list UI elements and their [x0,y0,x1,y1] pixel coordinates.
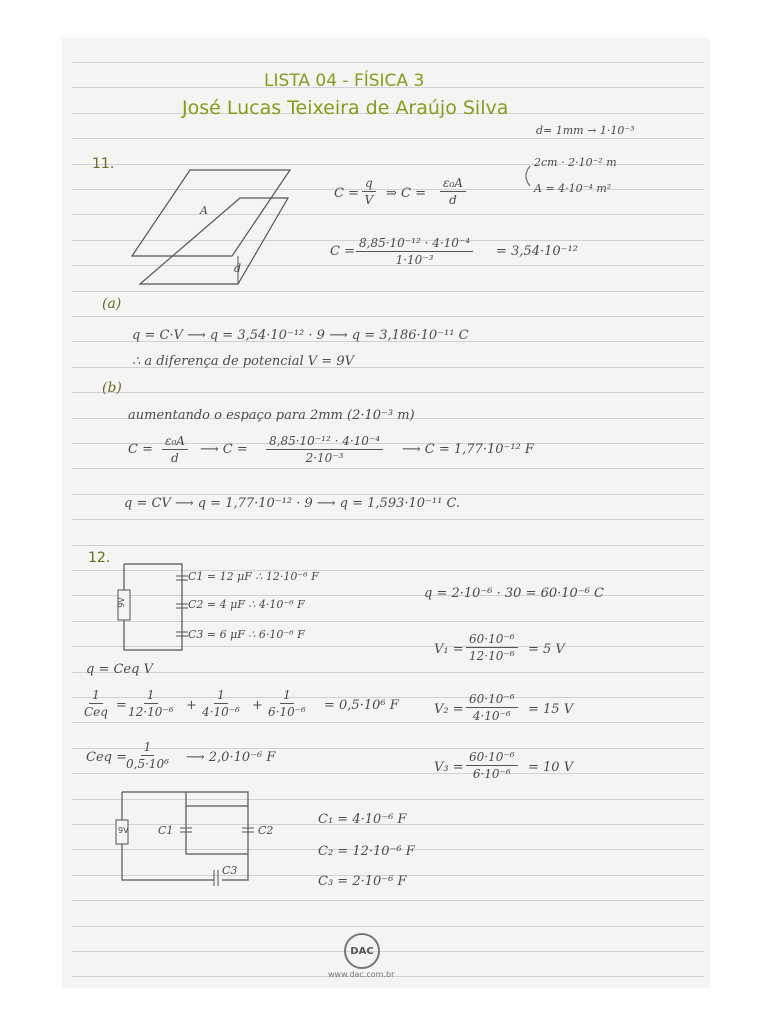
part-b-statement: aumentando o espaço para 2mm (2·10⁻³ m) [128,408,415,423]
notebook-page [62,38,710,988]
inverse-ceq: 1 Ceq [84,688,108,719]
given-distance: d= 1mm → 1·10⁻³ [536,124,635,137]
capacitor-c3-value: C3 = 6 μF ∴ 6·10⁻⁶ F [188,628,305,641]
result-c2: C₂ = 12·10⁻⁶ F [318,844,415,859]
part-b-capacitance: ⟶ C = 1,77·10⁻¹² F [402,442,534,457]
part-a-potential: ∴ a diferença de potencial V = 9V [132,354,354,369]
part-b-c-lhs: C = [128,442,153,457]
question-12-number: 12. [88,550,111,566]
total-charge: q = 2·10⁻⁶ · 30 = 60·10⁻⁶ C [424,586,604,601]
circuit2-c2-label: C2 [258,824,274,837]
result-c1: C₁ = 4·10⁻⁶ F [318,812,407,827]
inverse-c1: $\frac{1}{\text{12·10⁻⁶}}$ [128,688,174,719]
ceq-lhs: Ceq = [86,750,127,765]
fraction-q-over-v: $\frac{q}{V}$ [362,176,376,207]
capacitance-lhs: C = [334,186,359,201]
capacitor-c2-value: C2 = 4 μF ∴ 4·10⁻⁶ F [188,598,305,611]
plate-distance-label: d [234,262,242,275]
calc-result: = 3,54·10⁻¹² [496,244,578,259]
v3-result: = 10 V [528,760,574,775]
v2-lhs: V₂ = [434,702,464,717]
question-11-number: 11. [92,156,115,172]
inverse-result: = 0,5·10⁶ F [324,698,399,713]
fraction-eps-a-over-d: $\frac{\text{ε₀A}}{d}$ [440,176,466,207]
capacitance-arrow: ⇒ C = [386,186,426,201]
part-b-calc-fraction: $\frac{\text{8,85·10⁻¹² · 4·10⁻⁴}}{\text{2·10⁻³}}$ [266,434,383,465]
v2-fraction: $\frac{\text{60·10⁻⁶}}{\text{4·10⁻⁶}}$ [466,692,518,723]
v1-lhs: V₁ = [434,642,464,657]
part-b-eps-fraction: $\frac{\text{ε₀A}}{d}$ [162,434,188,465]
plus-sign-1: + [186,698,197,713]
capacitor-c1-value: C1 = 12 μF ∴ 12·10⁻⁶ F [188,570,319,583]
dac-logo: DAC [344,933,380,969]
inverse-equals: = [116,698,127,713]
part-b-label: (b) [102,380,122,396]
given-area: A = 4·10⁻⁴ m² [534,182,612,195]
circuit2-c3-label: C3 [222,864,238,877]
author-name: José Lucas Teixeira de Araújo Silva [182,97,509,119]
v1-fraction: $\frac{\text{60·10⁻⁶}}{\text{12·10⁻⁶}}$ [466,632,518,663]
circuit2-c1-label: C1 [158,824,174,837]
page-title: LISTA 04 - FÍSICA 3 [264,71,425,91]
part-b-arrow: ⟶ C = [200,442,248,457]
given-side: 2cm · 2·10⁻² m [534,156,617,169]
part-a-label: (a) [102,296,122,312]
inverse-c2: $\frac{1}{\text{4·10⁻⁶}}$ [202,688,240,719]
plate-area-label: A [200,204,208,217]
v3-lhs: V₃ = [434,760,464,775]
v2-result: = 15 V [528,702,574,717]
ceq-result: ⟶ 2,0·10⁻⁶ F [186,750,276,765]
ceq-fraction: $\frac{1}{\text{0,5·10⁶}}$ [126,740,169,771]
v1-result: = 5 V [528,642,565,657]
calc-fraction: $\frac{\text{8,85·10⁻¹² · 4·10⁻⁴}}{\text{1·10⁻³}}$ [356,236,473,267]
footer-url: www.dac.com.br [328,970,395,979]
result-c3: C₃ = 2·10⁻⁶ F [318,874,407,889]
plus-sign-2: + [252,698,263,713]
part-b-charge: q = CV ⟶ q = 1,77·10⁻¹² · 9 ⟶ q = 1,593·10⁻¹¹ C. [124,496,461,511]
battery-9v-label: 9V [116,597,126,608]
v3-fraction: $\frac{\text{60·10⁻⁶}}{\text{6·10⁻⁶}}$ [466,750,518,781]
part-a-charge: q = C·V ⟶ q = 3,54·10⁻¹² · 9 ⟶ q = 3,186·10⁻¹¹ C [132,328,469,343]
circuit2-battery-label: 9V [118,826,129,835]
inverse-c3: $\frac{1}{\text{6·10⁻⁶}}$ [268,688,306,719]
calc-lhs: C = [330,244,355,259]
charge-relation: q = Ceq V [86,662,153,677]
